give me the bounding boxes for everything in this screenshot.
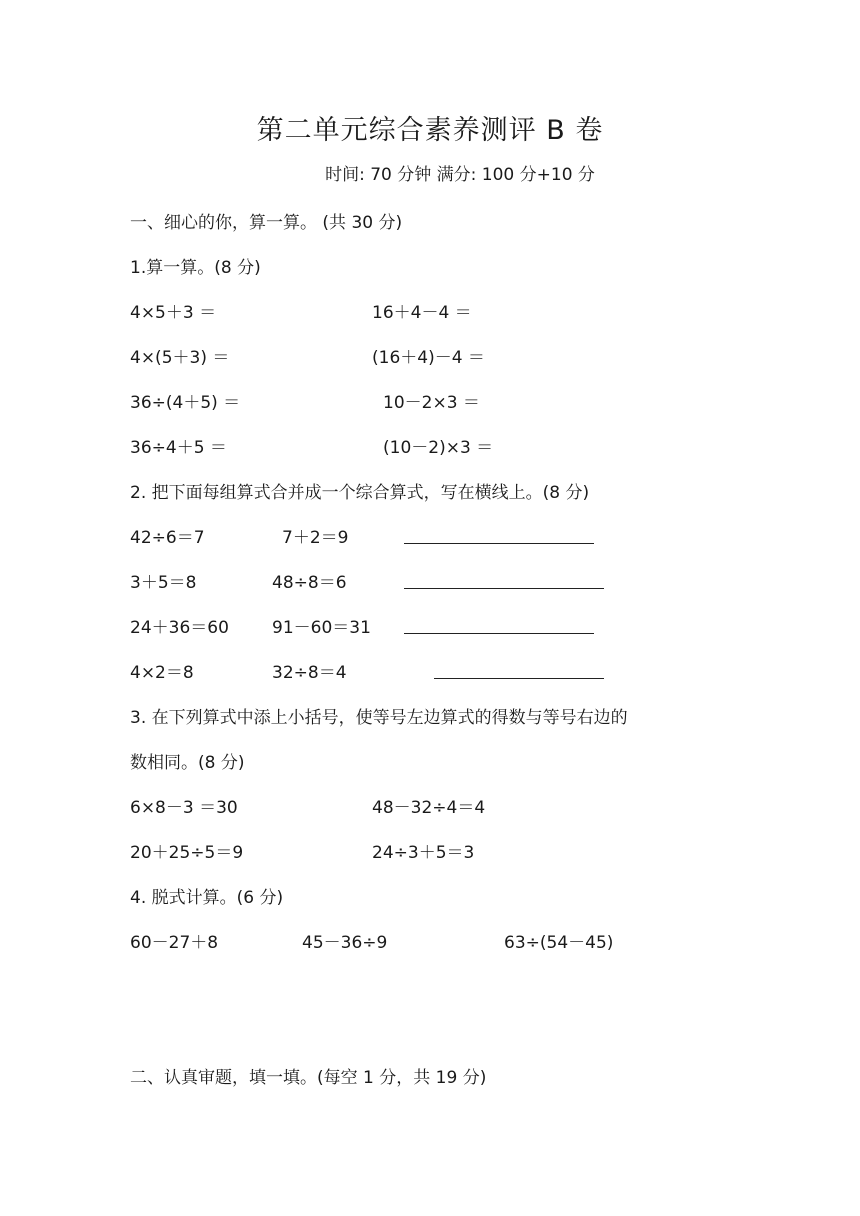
q1-expression: 10－2×3 ＝ — [383, 393, 480, 413]
q3-heading: 3. 在下列算式中添上小括号，使等号左边算式的得数与等号右边的 — [130, 708, 628, 728]
q3-equation: 24÷3＋5＝3 — [372, 843, 475, 863]
q1-expression: 4×5＋3 ＝ — [130, 303, 217, 323]
q1-expression: (16＋4)－4 ＝ — [372, 348, 485, 368]
q2-equation: 3＋5＝8 — [130, 573, 197, 593]
q1-expression: 4×(5＋3) ＝ — [130, 348, 230, 368]
answer-blank-line[interactable] — [434, 677, 604, 679]
q2-equation: 7＋2＝9 — [282, 528, 349, 548]
answer-blank-line[interactable] — [404, 542, 594, 544]
q2-equation: 91－60＝31 — [272, 618, 371, 638]
exam-info: 时间: 70 分钟 满分: 100 分+10 分 — [325, 165, 595, 185]
page-title: 第二单元综合素养测评 B 卷 — [256, 115, 604, 146]
section1-heading: 一、细心的你，算一算。 (共 30 分) — [130, 213, 403, 233]
q1-expression: 36÷4＋5 ＝ — [130, 438, 227, 458]
q4-expression: 45－36÷9 — [302, 933, 388, 953]
q2-equation: 4×2＝8 — [130, 663, 194, 683]
q2-heading: 2. 把下面每组算式合并成一个综合算式，写在横线上。(8 分) — [130, 483, 590, 503]
q1-expression: (10－2)×3 ＝ — [383, 438, 494, 458]
q4-expression: 63÷(54－45) — [504, 933, 614, 953]
q3-heading-continued: 数相同。(8 分) — [130, 753, 245, 773]
q3-equation: 20＋25÷5＝9 — [130, 843, 244, 863]
q4-expression: 60－27＋8 — [130, 933, 219, 953]
q2-equation: 24＋36＝60 — [130, 618, 229, 638]
q2-equation: 32÷8＝4 — [272, 663, 347, 683]
answer-blank-line[interactable] — [404, 632, 594, 634]
q2-equation: 48÷8＝6 — [272, 573, 347, 593]
q1-heading: 1.算一算。(8 分) — [130, 258, 261, 278]
q1-expression: 36÷(4＋5) ＝ — [130, 393, 241, 413]
q1-expression: 16＋4－4 ＝ — [372, 303, 472, 323]
q4-heading: 4. 脱式计算。(6 分) — [130, 888, 284, 908]
section2-heading: 二、认真审题，填一填。(每空 1 分，共 19 分) — [130, 1068, 487, 1088]
q2-equation: 42÷6＝7 — [130, 528, 205, 548]
answer-blank-line[interactable] — [404, 587, 604, 589]
q3-equation: 48－32÷4＝4 — [372, 798, 486, 818]
q3-equation: 6×8－3 ＝30 — [130, 798, 238, 818]
